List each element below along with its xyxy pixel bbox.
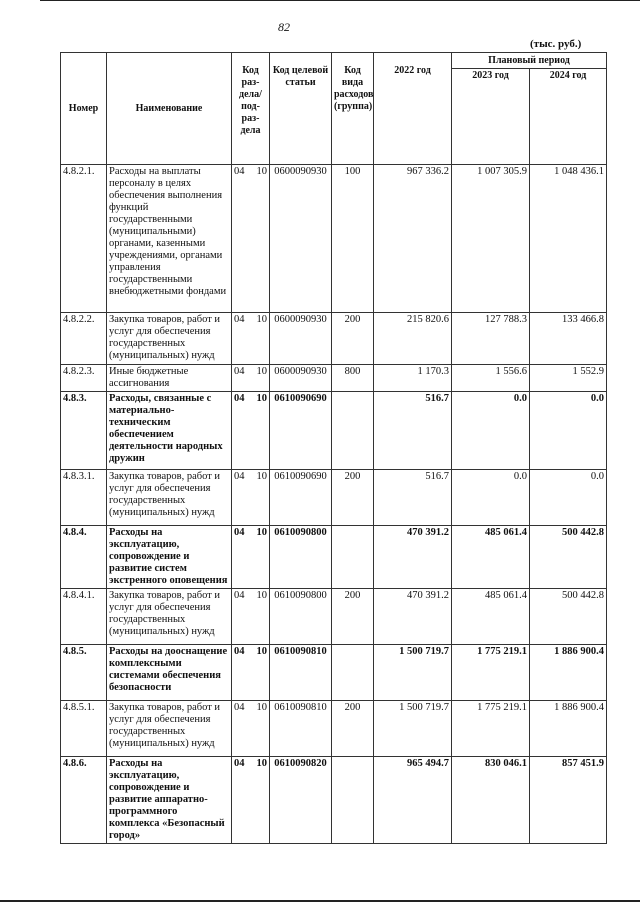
row-target: 0610090810	[270, 645, 332, 701]
row-name: Закупка товаров, работ и услуг для обеспечения государственных (муниципальных) нужд	[107, 313, 232, 365]
row-name: Расходы на выплаты персоналу в целях обеспечения выполнения функций государственными (муниципальными) органами, казенными учреждениями, органами управления государственными внебюджетными фондами	[107, 165, 232, 313]
row-target: 0610090800	[270, 589, 332, 645]
row-target: 0610090690	[270, 392, 332, 470]
section-code: 04	[234, 646, 245, 657]
row-expense-type: 200	[332, 470, 374, 526]
header-name: Наименование	[107, 53, 232, 165]
row-number: 4.8.2.3.	[61, 365, 107, 392]
subsection-code: 10	[256, 590, 267, 601]
row-name: Расходы на эксплуатацию, сопровождение и развитие аппаратно-программного комплекса «Безопасный город»	[107, 757, 232, 844]
row-target: 0610090820	[270, 757, 332, 844]
row-2022: 1 170.3	[374, 365, 452, 392]
row-2024: 500 442.8	[530, 589, 607, 645]
section-code: 04	[234, 314, 245, 325]
row-name: Иные бюджетные ассигнования	[107, 365, 232, 392]
header-2024: 2024 год	[530, 69, 607, 165]
row-2023: 1 775 219.1	[452, 701, 530, 757]
row-number: 4.8.5.	[61, 645, 107, 701]
row-name: Расходы на дооснащение комплексными системами обеспечения безопасности	[107, 645, 232, 701]
header-2023: 2023 год	[452, 69, 530, 165]
table-row	[61, 165, 607, 313]
row-section	[232, 165, 270, 313]
row-2024: 133 466.8	[530, 313, 607, 365]
row-2024: 1 886 900.4	[530, 701, 607, 757]
row-target: 0610090690	[270, 470, 332, 526]
row-expense-type	[332, 757, 374, 844]
row-section	[232, 589, 270, 645]
row-expense-type: 200	[332, 589, 374, 645]
table-row	[61, 645, 607, 701]
row-number: 4.8.3.1.	[61, 470, 107, 526]
section-code: 04	[234, 758, 245, 769]
row-expense-type	[332, 645, 374, 701]
section-code: 04	[234, 393, 245, 404]
row-expense-type: 800	[332, 365, 374, 392]
row-2024: 0.0	[530, 470, 607, 526]
row-number: 4.8.2.1.	[61, 165, 107, 313]
row-2024: 500 442.8	[530, 526, 607, 589]
section-code: 04	[234, 527, 245, 538]
table-row	[61, 757, 607, 844]
units-label: (тыс. руб.)	[530, 38, 582, 50]
row-2023: 485 061.4	[452, 526, 530, 589]
subsection-code: 10	[256, 646, 267, 657]
row-number: 4.8.3.	[61, 392, 107, 470]
row-name: Расходы, связанные с материально-техническим обеспечением деятельности народных дружин	[107, 392, 232, 470]
subsection-code: 10	[256, 366, 267, 377]
table-row	[61, 470, 607, 526]
top-rule	[40, 0, 640, 1]
row-expense-type: 200	[332, 313, 374, 365]
row-2022: 516.7	[374, 470, 452, 526]
row-2022: 967 336.2	[374, 165, 452, 313]
bottom-rule	[0, 900, 640, 902]
row-target: 0600090930	[270, 313, 332, 365]
table-row	[61, 526, 607, 589]
row-target: 0610090810	[270, 701, 332, 757]
subsection-code: 10	[256, 393, 267, 404]
row-2023: 830 046.1	[452, 757, 530, 844]
row-number: 4.8.4.1.	[61, 589, 107, 645]
row-2022: 1 500 719.7	[374, 701, 452, 757]
row-expense-type: 200	[332, 701, 374, 757]
row-section	[232, 313, 270, 365]
header-expense-type: Код вида расходов (группа)	[332, 53, 374, 165]
table-row	[61, 701, 607, 757]
row-number: 4.8.5.1.	[61, 701, 107, 757]
subsection-code: 10	[256, 527, 267, 538]
row-section	[232, 526, 270, 589]
section-code: 04	[234, 166, 245, 177]
row-target: 0600090930	[270, 365, 332, 392]
row-2022: 470 391.2	[374, 526, 452, 589]
row-section	[232, 757, 270, 844]
row-expense-type	[332, 526, 374, 589]
page-number: 82	[278, 20, 290, 34]
row-section	[232, 365, 270, 392]
row-2022: 1 500 719.7	[374, 645, 452, 701]
section-code: 04	[234, 702, 245, 713]
subsection-code: 10	[256, 166, 267, 177]
row-2023: 0.0	[452, 470, 530, 526]
row-section	[232, 701, 270, 757]
row-2024: 0.0	[530, 392, 607, 470]
subsection-code: 10	[256, 314, 267, 325]
row-name: Закупка товаров, работ и услуг для обеспечения государственных (муниципальных) нужд	[107, 701, 232, 757]
row-2023: 0.0	[452, 392, 530, 470]
row-expense-type	[332, 392, 374, 470]
row-number: 4.8.6.	[61, 757, 107, 844]
row-2024: 857 451.9	[530, 757, 607, 844]
row-2022: 516.7	[374, 392, 452, 470]
row-2023: 1 775 219.1	[452, 645, 530, 701]
table-row	[61, 313, 607, 365]
table-row	[61, 365, 607, 392]
row-name: Расходы на эксплуатацию, сопровождение и развитие систем экстренного оповещения	[107, 526, 232, 589]
header-plan-period: Плановый период	[452, 53, 607, 69]
header-section: Код раз-дела/ под-раз-дела	[232, 53, 270, 165]
row-2024: 1 886 900.4	[530, 645, 607, 701]
section-code: 04	[234, 471, 245, 482]
row-2023: 127 788.3	[452, 313, 530, 365]
row-section	[232, 645, 270, 701]
table-row	[61, 589, 607, 645]
row-name: Закупка товаров, работ и услуг для обеспечения государственных (муниципальных) нужд	[107, 589, 232, 645]
row-target: 0610090800	[270, 526, 332, 589]
section-code: 04	[234, 590, 245, 601]
row-expense-type: 100	[332, 165, 374, 313]
row-2024: 1 048 436.1	[530, 165, 607, 313]
row-section	[232, 392, 270, 470]
header-number: Номер	[61, 53, 107, 165]
row-section	[232, 470, 270, 526]
subsection-code: 10	[256, 702, 267, 713]
subsection-code: 10	[256, 758, 267, 769]
row-2022: 965 494.7	[374, 757, 452, 844]
row-2024: 1 552.9	[530, 365, 607, 392]
row-number: 4.8.2.2.	[61, 313, 107, 365]
row-target: 0600090930	[270, 165, 332, 313]
row-name: Закупка товаров, работ и услуг для обеспечения государственных (муниципальных) нужд	[107, 470, 232, 526]
row-2023: 485 061.4	[452, 589, 530, 645]
row-2023: 1 007 305.9	[452, 165, 530, 313]
row-number: 4.8.4.	[61, 526, 107, 589]
header-2022: 2022 год	[374, 53, 452, 165]
section-code: 04	[234, 366, 245, 377]
row-2022: 470 391.2	[374, 589, 452, 645]
header-target: Код целевой статьи	[270, 53, 332, 165]
budget-table	[60, 52, 607, 844]
subsection-code: 10	[256, 471, 267, 482]
row-2023: 1 556.6	[452, 365, 530, 392]
row-2022: 215 820.6	[374, 313, 452, 365]
table-row	[61, 392, 607, 470]
